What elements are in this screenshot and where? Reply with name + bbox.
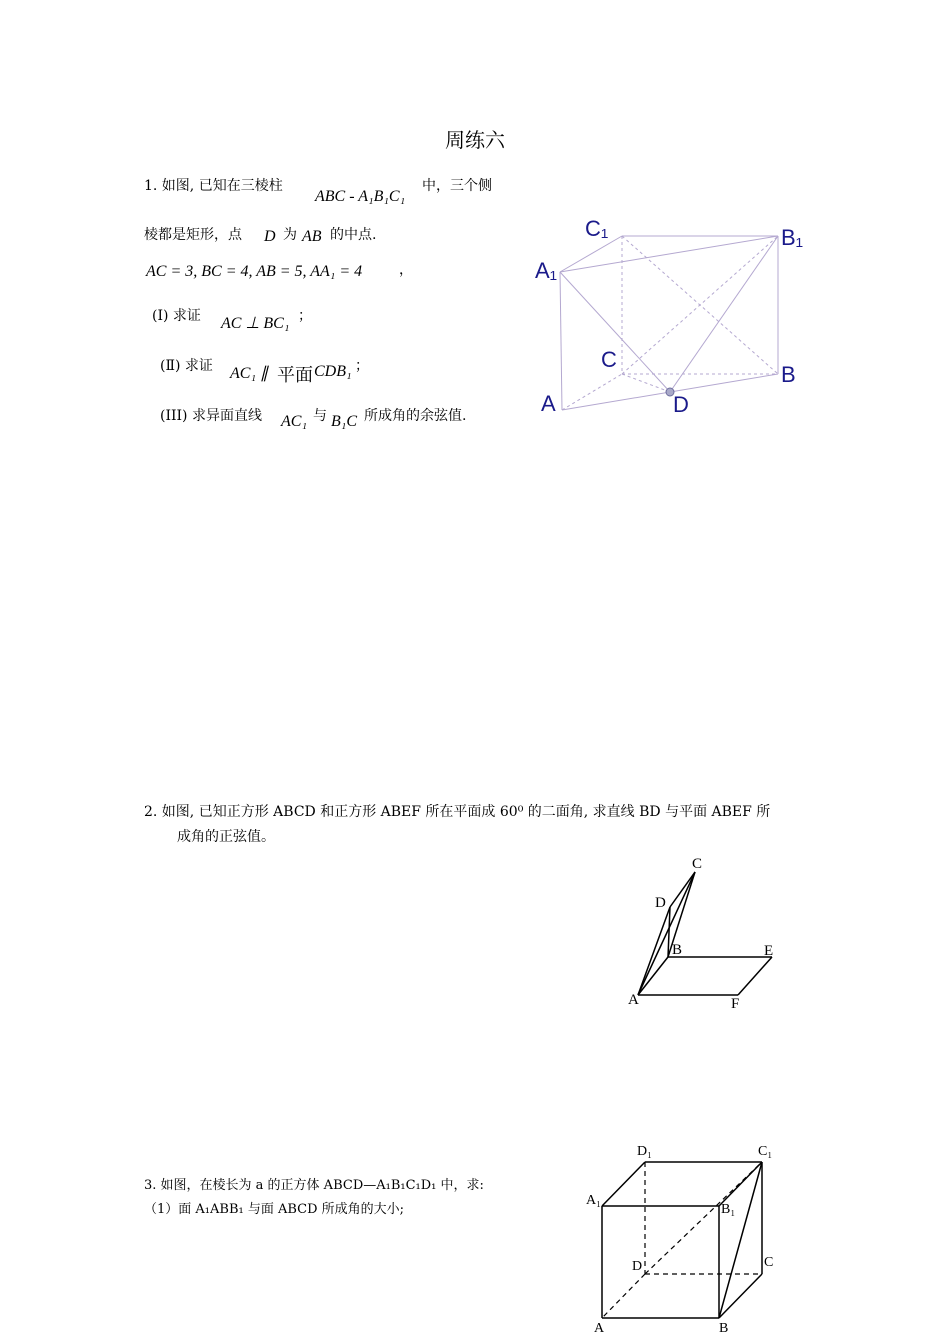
- q1-line1-math: ABC - A₁B₁C₁: [315, 188, 406, 205]
- q1-line2-a: 棱都是矩形，点: [144, 227, 242, 243]
- q3-line2: （1）面 A₁ABB₁ 与面 ABCD 所成角的大小;: [144, 1202, 405, 1217]
- label-b: B: [719, 1321, 729, 1336]
- label-c1: C₁: [585, 216, 609, 241]
- label-b: B: [672, 942, 683, 958]
- q1-part3-end: 所成角的余弦值.: [364, 408, 467, 424]
- q1-line2-b: 为: [283, 227, 297, 243]
- label-f: F: [731, 996, 740, 1012]
- q1-part2-plane: 平面: [277, 365, 313, 386]
- label-c: C: [692, 856, 703, 872]
- label-d: D: [632, 1259, 643, 1274]
- label-d: D: [655, 895, 666, 911]
- q1-part3-math2: B₁C: [331, 413, 358, 430]
- page-title: 周练六: [445, 128, 505, 152]
- q3-line1: 3. 如图，在棱长为 a 的正方体 ABCD—A₁B₁C₁D₁ 中，求:: [144, 1178, 484, 1193]
- label-c: C: [764, 1255, 774, 1270]
- label-d1: D₁: [637, 1144, 652, 1159]
- cube-figure: [580, 1130, 780, 1344]
- label-b1: B₁: [781, 225, 804, 250]
- q1-part2-math-b: CDB₁: [314, 363, 352, 380]
- label-b: B: [781, 362, 796, 387]
- label-b1: B₁: [721, 1202, 736, 1217]
- q1-part2-label: (Ⅱ) 求证: [160, 358, 213, 374]
- q1-part3-mid: 与: [313, 408, 327, 424]
- q1-line2-c: 的中点.: [330, 227, 377, 243]
- q1-part3-math1: AC₁: [281, 413, 308, 430]
- label-c1: C₁: [758, 1144, 773, 1159]
- q1-part2-end: ；: [355, 358, 369, 374]
- label-c: C: [601, 347, 617, 372]
- label-a1: A₁: [535, 258, 558, 283]
- q1-part1-math: AC ⊥ BC₁: [221, 315, 290, 332]
- label-a1: A₁: [586, 1193, 601, 1208]
- label-a: A: [628, 992, 639, 1008]
- q1-line2-d: D: [264, 228, 276, 245]
- q1-line1-text: 1. 如图, 已知在三棱柱: [144, 178, 283, 194]
- q2-line1: 2. 如图, 已知正方形 ABCD 和正方形 ABEF 所在平面成 60⁰ 的二面角, 求直线 BD 与平面 ABEF 所: [144, 804, 771, 820]
- q1-part1-label: (Ⅰ) 求证: [152, 308, 201, 324]
- q1-given-comma: ，: [399, 262, 413, 278]
- q2-line2: 成角的正弦值。: [177, 829, 275, 845]
- label-a: A: [594, 1321, 605, 1336]
- label-a: A: [541, 391, 556, 416]
- q1-given-values: AC = 3, BC = 4, AB = 5, AA₁ = 4: [146, 263, 363, 280]
- label-e: E: [764, 943, 774, 959]
- label-d: D: [673, 392, 689, 417]
- prism-figure: [530, 210, 820, 425]
- q1-part2-math-a: AC₁ ∥: [230, 365, 269, 382]
- q1-part1-end: ；: [298, 308, 312, 324]
- q1-part3-label: (III) 求异面直线: [160, 408, 262, 424]
- q1-line2-ab: AB: [302, 228, 322, 245]
- q1-line1-end: 中，三个侧: [422, 178, 492, 194]
- dihedral-figure: [620, 850, 790, 1015]
